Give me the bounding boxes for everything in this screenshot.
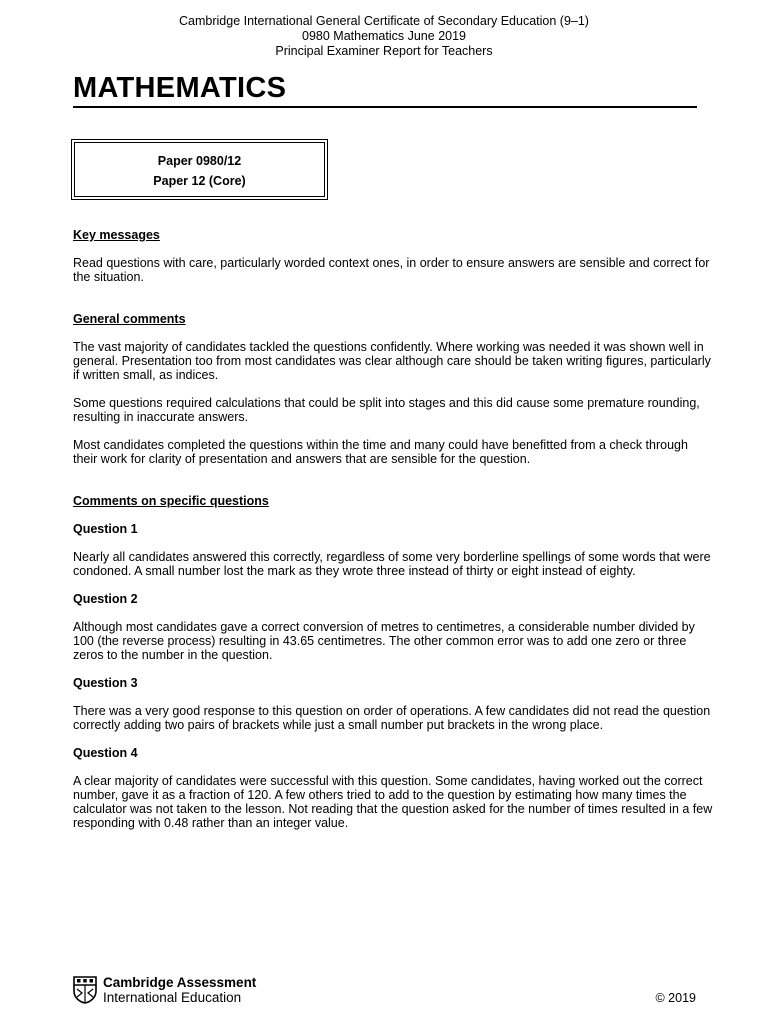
page-title: MATHEMATICS [73,72,287,104]
cambridge-logo [73,975,256,1005]
specific-comments-heading: Comments on specific questions [73,494,269,508]
header-line-2: 0980 Mathematics June 2019 [302,29,466,43]
header-line-1: Cambridge International General Certificate of Secondary Education (9–1) [179,14,589,28]
question-body: Although most candidates gave a correct conversion of metres to centimetres, a considerable number divided by 100 (the reverse process) resulting in 43.65 centimetres. The other common error was to add one zero or three zeros to the number in the question. [73,620,695,662]
question-body: Nearly all candidates answered this correctly, regardless of some very borderline spellings of some words that were condoned. A small number lost the mark as they wrote three instead of thirty or eight instead of eighty. [73,550,711,578]
copyright: © 2019 [655,991,696,1005]
question-heading: Question 4 [73,746,138,760]
paper-box [71,139,328,200]
question-heading: Question 1 [73,522,138,536]
paper-code: Paper 0980/12 [157,154,242,168]
question-body: There was a very good response to this question on order of operations. A few candidates did not read the question correctly adding two pairs of brackets while just a small number put brackets in the wrong place. [73,704,711,732]
paper-name: Paper 12 (Core) [153,174,246,188]
question-heading: Question 3 [73,676,138,690]
logo-line-1: Cambridge Assessment [103,975,257,990]
document-header [0,14,768,59]
logo-line-2: International Education [103,990,242,1005]
report-content [73,228,713,844]
header-line-3: Principal Examiner Report for Teachers [275,44,493,58]
title-underline [73,106,697,108]
paper-box-inner [74,142,325,197]
cambridge-shield-icon [73,976,97,1004]
logo-wordmark [103,975,256,1005]
question-body: A clear majority of candidates were successful with this question. Some candidates, having worked out the correct number, gave it as a fraction of 120. A few others tried to add to the question by estimating how many times the calculator was not taken to the lesson. Not reading that the question asked for the number of times resulted in a few responding with 0.48 rather than an integer value. [73,774,713,830]
question-heading: Question 2 [73,592,138,606]
key-messages-heading: Key messages [73,228,160,242]
general-comments-paragraph: The vast majority of candidates tackled the questions confidently. Where working was needed it was shown well in general. Presentation too from most candidates was clear although care should be taken writing figures, particularly if written small, as indices. [73,340,711,382]
key-messages-body: Read questions with care, particularly worded context ones, in order to ensure answers are sensible and correct for the situation. [73,256,710,284]
general-comments-heading: General comments [73,312,186,326]
general-comments-paragraph: Most candidates completed the questions within the time and many could have benefitted from a check through their work for clarity of presentation and answers that are sensible for the question. [73,438,688,466]
general-comments-paragraph: Some questions required calculations that could be split into stages and this did cause some premature rounding, resulting in inaccurate answers. [73,396,700,424]
